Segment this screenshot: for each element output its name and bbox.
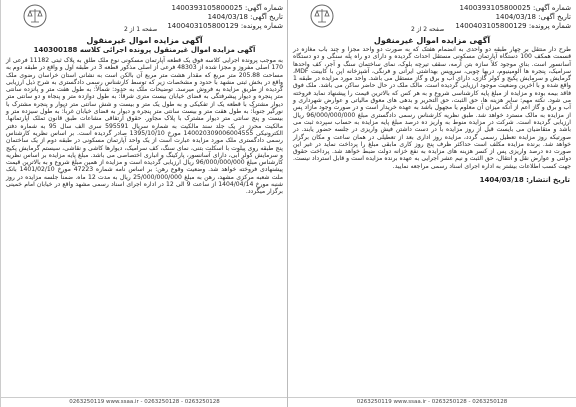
page-header	[291, 2, 573, 32]
case-number: شماره پرونده: 1400403105800129	[455, 22, 571, 30]
notice-meta	[455, 4, 571, 31]
judiciary-emblem-icon	[309, 3, 335, 29]
notice-title: آگهی مزایده اموال غیرمنقول	[86, 36, 203, 45]
page-footer: 0263250119 www.ssaa.ir - 0263250128 - 0263250128	[1, 397, 288, 405]
judiciary-emblem-icon	[22, 3, 48, 29]
case-number: شماره پرونده: 1400403105800129	[167, 22, 283, 30]
notice-number: شماره آگهی: 1400393105800025	[459, 4, 571, 12]
page-header	[4, 2, 285, 32]
notice-subtitle: آگهی مزایده اموال غیرمنقول پرونده اجرائی کلاسه 140300188	[33, 46, 256, 54]
notice-date: تاریخ آگهی: 1404/03/18	[495, 13, 571, 21]
notice-date: تاریخ آگهی: 1404/03/18	[207, 13, 283, 21]
page-2	[288, 0, 576, 407]
notice-title: آگهی مزایده اموال غیرمنقول	[373, 36, 491, 45]
notice-number: شماره آگهی: 1400393105800025	[171, 4, 283, 12]
notice-body: طرح دار منتقل بر چهار طبقه دو واحدی به انضمام هفتک که به صورت دو واحد مجزا و چند باب مغازه در قسمت همکف 100 دستگاه آپارتمان مسکونی مستقل احداث گردیده و دارای دو راه پله سنگی و دو دستگاه آسانسور است. بنای موجود کلاً سازه بتن آرمه، سقف تیرچه بلوک، نمای ساختمان سنگ و آجر، کف واحدها سرامیک، پنجره ها آلومینیوم، دربها چوبی، سرویس بهداشتی ایرانی و فرنگی، آشپزخانه اپن با کابینت MDF، گرمایش و سرمایش پکیج و کولر گازی، دارای آب و برق و گاز مستقل می باشد. واحد مورد مزایده در طبقه 1 واقع شده و با آخرین وضعیت موجود ارزیابی گردیده است. مالک ملک در حال حاضر ساکن می باشد. ملک فوق فاقد بیمه بوده و مزایده از مبلغ پایه کارشناسی شروع و به هر کس که بالاترین قیمت را پیشنهاد نماید فروخته می شود. نکته مهم: سایر هزینه ها، حق الثبت، حق التحریر و بدهی های معوق مالیاتی و عوارض شهرداری و آب و برق و گاز اعم از آنکه میزان آن معلوم یا مجهول باشد به عهده خریدار است و در صورت وجود مازاد پس از مزایده به مالک مسترد خواهد شد. طبق نظریه کارشناس رسمی دادگستری مبلغ 96/000/000/000 ریال ارزیابی گردیده است. شرکت در مزایده منوط به واریز ده درصد مبلغ پایه مزایده به حساب سپرده ثبت می باشد و متقاضیان می بایست قبل از روز مزایده با در دست داشتن فیش واریزی در جلسه حضور یابند. در صورتیکه روز مزایده تعطیل رسمی گردد، مزایده روز اداری بعد از تعطیلی در همان ساعت و مکان برگزار خواهد شد. برنده مزایده مکلف است حداکثر ظرف پنج روز کاری مابقی مبلغ را پرداخت نماید در غیر این صورت ده درصد واریزی پس از کسر هزینه های مزایده به نفع خزانه دولت ضبط خواهد شد. پرداخت حقوق دولتی و عوارض نقل و انتقال، حق الثبت و نیم عشر اجرایی به عهده برنده مزایده است و قابل استرداد نیست. جهت کسب اطلاعات بیشتر به اداره اجرای اسناد رسمی مراجعه نمایید.	[293, 46, 572, 170]
page-number: صفحه 1 از 2	[124, 26, 158, 33]
page-number: صفحه 2 از 2	[411, 26, 445, 33]
notice-body: به موجب پرونده اجرایی کلاسه فوق یک قطعه آپارتمان مسکونی نوع ملک طلق به پلاک ثبتی 11182 فرعی از 170 اصلی مفروز و مجزا شده از 48303 فرعی از اصلی مذکور قطعه 3 در طبقه اول و واقع در طبقه دوم به مساحت 205.88 متر مربع که مقدار هشت متر مربع آن بالکن است به نشانی استان خراسان رضوی ملک واقع در بخش ثبتی مشهد با حدود و مشخصات زیر که توسط کارشناس رسمی دادگستری به شرح ذیل ارزیابی گردیده از طریق مزایده به فروش میرسد. توضیحات ملک به حدود: شمالاً: به طول هفت متر و پانزده سانتی متر پنجره و دیوار پیشرفتگی به فضای خیابان بیست متری شرقاً: به طول دوازده متر و پنجاه و دو سانتی متر دیوار مشترک با قطعه یک از تفکیکی و به طول یک متر و بیست و شش سانتی متر دیوار و پنجره مشترک با نورگیر جنوباً: به طول هفت متر و بیست سانتی متر پنجره و دیوار به فضای خیابان غرباً: به طول سیزده متر و بیست و پنج سانتی متر دیوار مشترک با پلاک مجاور. حقوق ارتفاقی مشاعات طبق قانون تملک آپارتمانها. مالکیت محرز در یک جلد سند مالکیت به شماره سریال 595591 سری الف سال 95 به شماره دفتر الکترونیکی 140020309006004555 مورخ 1395/10/10 صادر گردیده است. بر اساس نظریه کارشناس رسمی دادگستری ملک مورد مزایده عبارت است از یک واحد آپارتمان مسکونی در طبقه دوم از یک ساختمان پنج طبقه روی پیلوت با اسکلت بتنی، نمای سنگ، کف سرامیک، دیوارها کاشی و نقاشی، سیستم گرمایش پکیج و سرمایش کولر آبی، دارای آسانسور، پارکینگ و انباری اختصاصی می باشد. مبلغ پایه مزایده بر اساس نظریه کارشناس مبلغ 96/000/000/000 ریال ارزیابی گردیده است و مزایده از همین مبلغ شروع و به بالاترین قیمت پیشنهادی فروخته خواهد شد. وضعیت وقوع رهن: بر اساس نامه شماره 47223 مورخ 1401/02/10 بانک ملت شعبه مرکزی مشهد، رهن به مبلغ 25/000/000/000 ریال به مدت 12 ماه. ضمناً جلسه مزایده در روز شنبه مورخ 1404/04/14 از ساعت 9 الی 12 در اداره اجرای اسناد رسمی مشهد واقع در خیابان امام خمینی برگزار میگردد.	[6, 57, 284, 196]
publish-date: تاریخ انتشار: 1404/03/18	[479, 176, 570, 185]
notice-meta	[167, 4, 283, 31]
page-footer: 0263250119 www.ssaa.ir - 0263250128 - 0263250128	[288, 397, 576, 405]
